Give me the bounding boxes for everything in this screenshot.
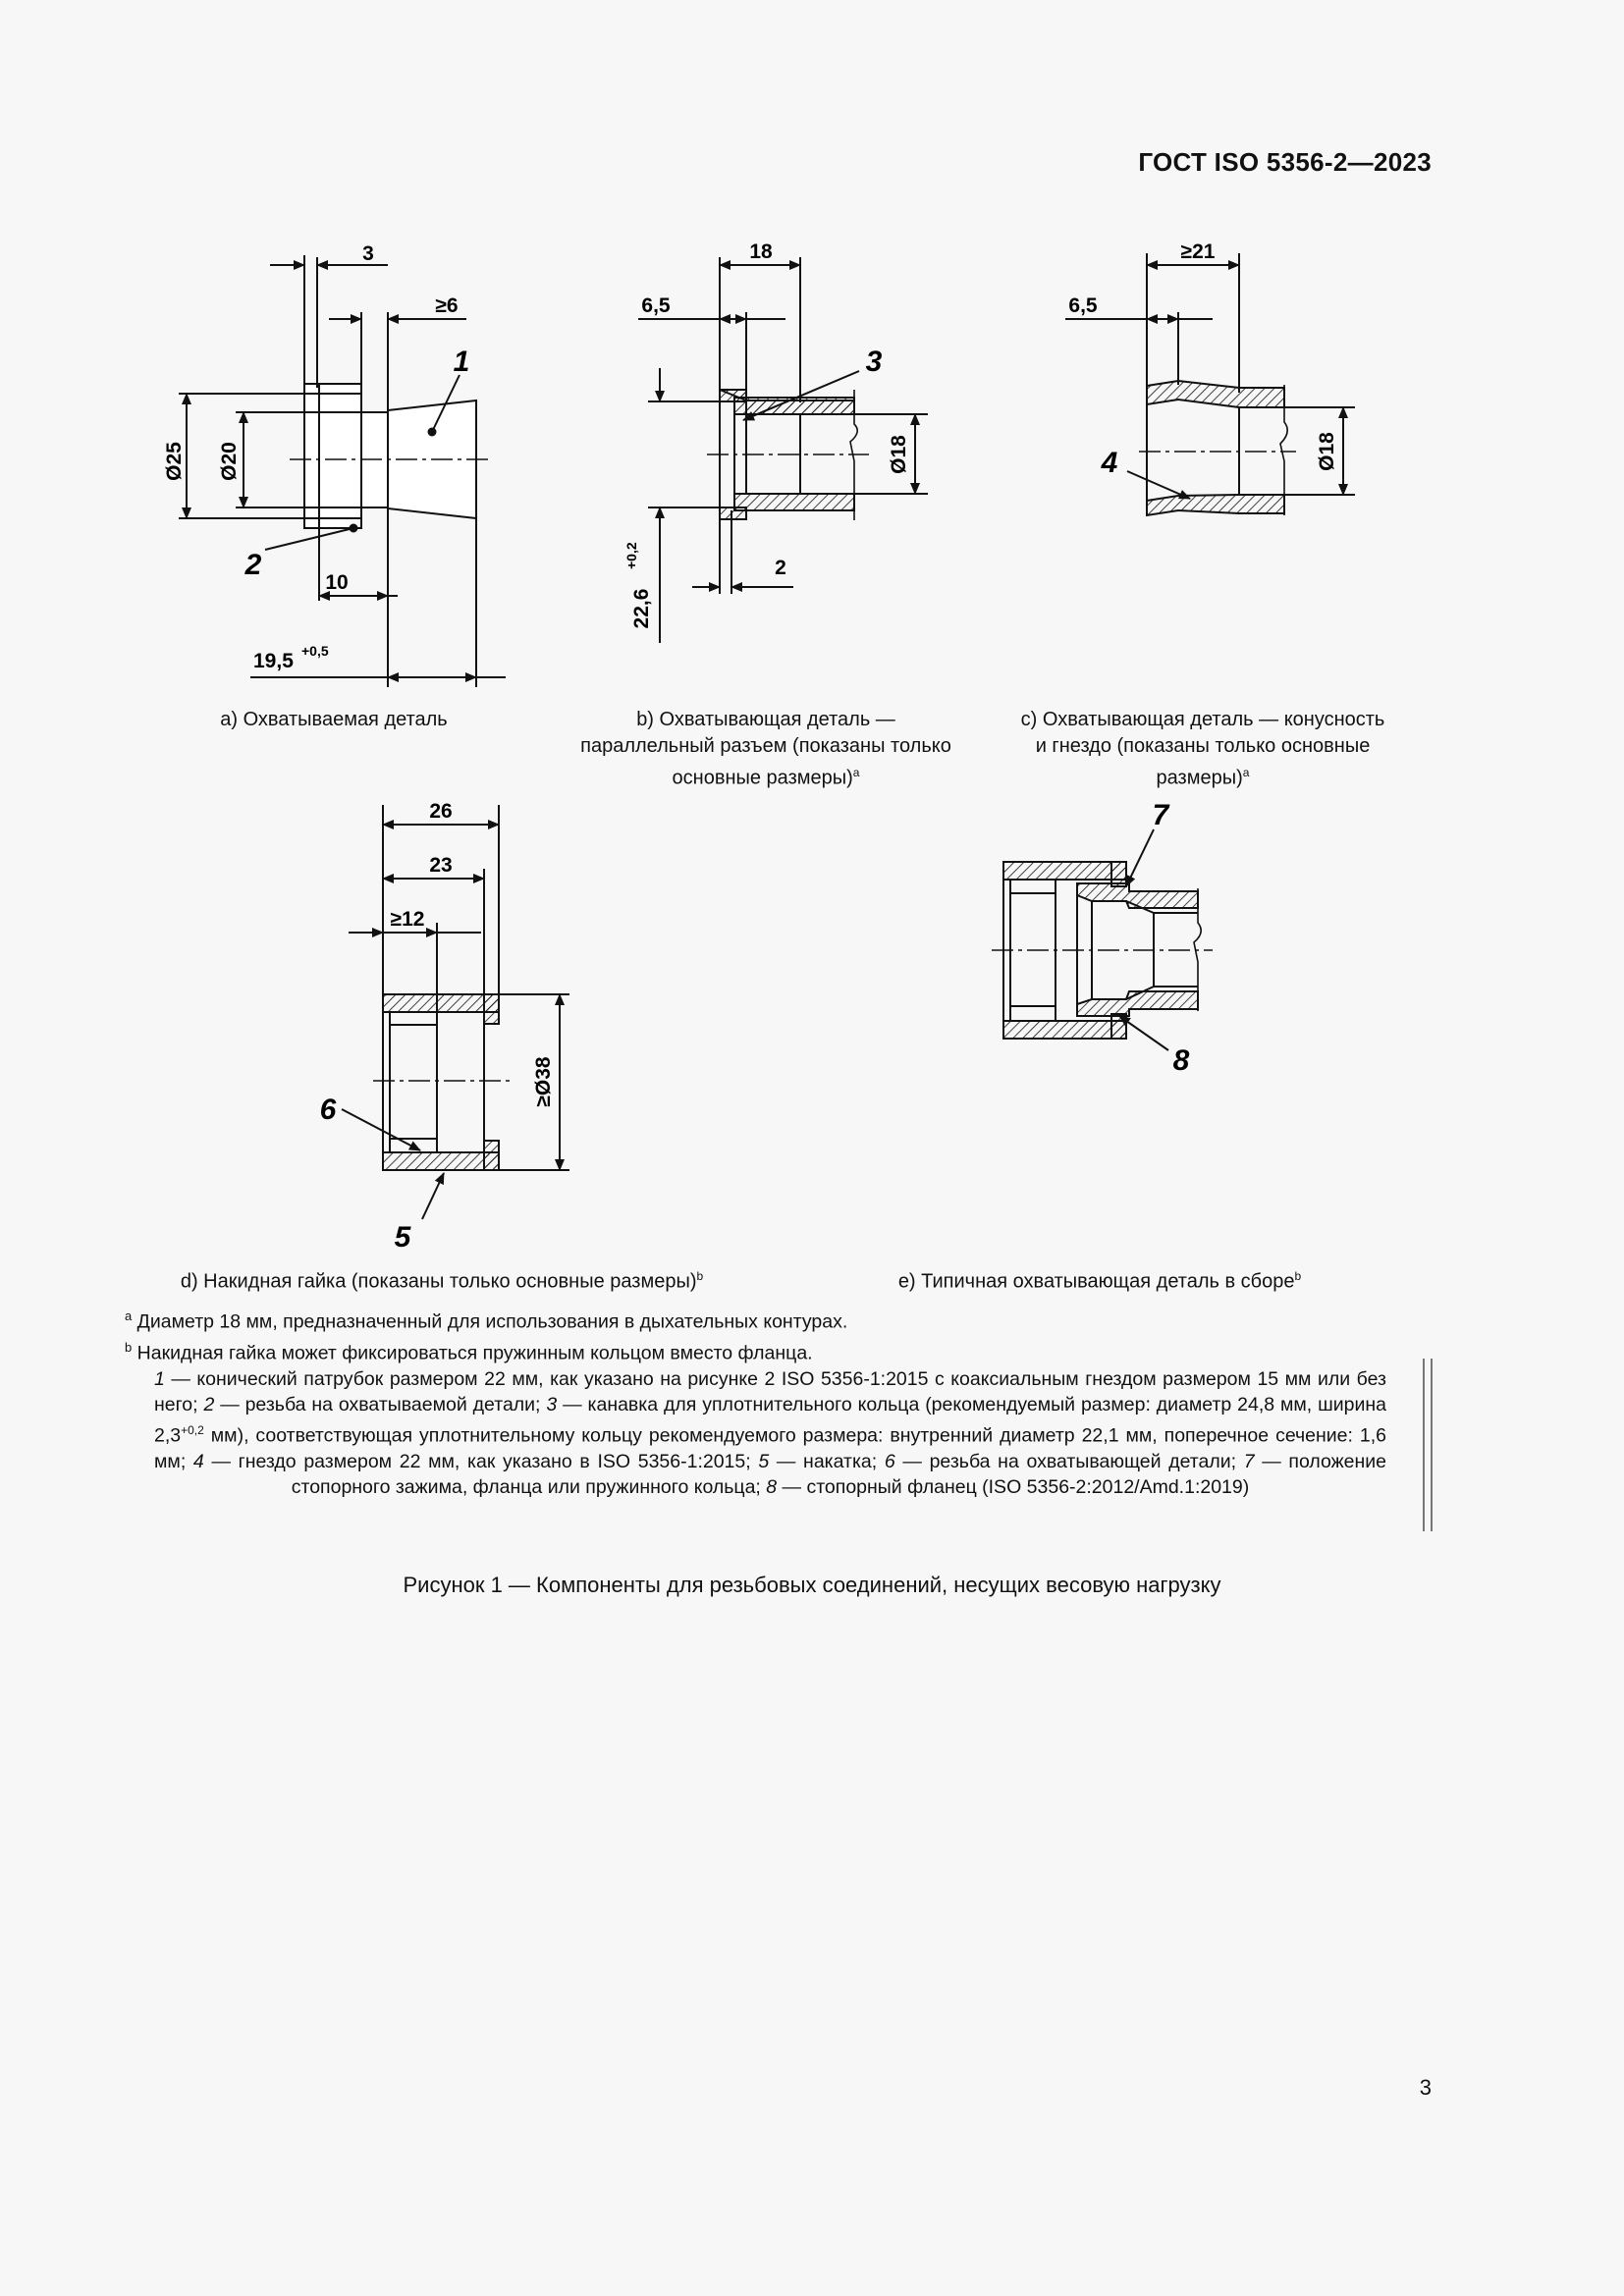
callout-3: 3 bbox=[865, 346, 883, 378]
caption-e: e) Типичная охватывающая деталь в сборе$^b$ bbox=[897, 1269, 1302, 1293]
page-number: 3 bbox=[1419, 2075, 1432, 2100]
dim-b-226: 22,6 bbox=[630, 588, 653, 629]
dim-b-2: 2 bbox=[775, 557, 786, 579]
caption-b: b) Охватывающая деталь — параллельный разъем (показаны только основные размеры)$^a$ bbox=[580, 709, 951, 789]
callout-1: 1 bbox=[453, 346, 470, 378]
caption-c: c) Охватывающая деталь — конусность и гнездо (показаны только основные размеры)$^a$ bbox=[1020, 709, 1385, 789]
document-header-id: ГОСТ ISO 5356-2—2023 bbox=[1138, 147, 1432, 177]
dim-c-d18: Ø18 bbox=[1316, 432, 1338, 471]
figure-title: Рисунок 1 — Компоненты для резьбовых соединений, несущих весовую нагрузку bbox=[403, 1573, 1221, 1597]
drawing-d-union-nut bbox=[342, 805, 569, 1219]
dim-c-ge21: ≥21 bbox=[1180, 240, 1216, 263]
dim-a-195-tol: +0,5 bbox=[301, 643, 329, 659]
dim-a-195: 19,5 bbox=[253, 650, 294, 672]
footnote-b: $^b$ Накидная гайка может фиксироваться пружинным кольцом вместо фланца. bbox=[125, 1339, 813, 1363]
dim-b-d18: Ø18 bbox=[888, 435, 910, 474]
dim-a-10: 10 bbox=[325, 571, 349, 594]
footnote-a: $^a$ Диаметр 18 мм, предназначенный для использования в дыхательных контурах. bbox=[125, 1308, 848, 1333]
dim-b-226-tol: +0,2 bbox=[623, 542, 639, 569]
footnotes bbox=[125, 1304, 1401, 1365]
dim-d-ge12: ≥12 bbox=[390, 908, 425, 931]
dim-b-65: 6,5 bbox=[641, 294, 671, 317]
callout-4: 4 bbox=[1101, 447, 1118, 479]
dim-d-23: 23 bbox=[429, 854, 453, 877]
figure-legend: 1 — конический патрубок размером 22 мм, как указано на рисунке 2 ISO 5356-1:2015 с коаксиальным гнездом размером 15 мм или без него; 2 — резьба на охватываемой детали; 3 — канавка для уплотнительного кольца (рекомендуемый размер: диаметр 24,8 мм, ширина $2,3^{+0,2}$ мм), соответствующая уплотнительному кольцу рекомендуемого размера: внутренний диаметр 22,1 мм, поперечное сечение: 1,6 мм; 4 — гнездо размером 22 мм, как указано в ISO 5356-1:2015; 5 — накатка; 6 — резьба на охватывающей детали; 7 — положение стопорного зажима, фланца или пружинного кольца; 8 — стопорный фланец (ISO 5356-2:2012/Amd.1:2019) bbox=[154, 1368, 1387, 1498]
caption-a: a) Охватываемая деталь bbox=[220, 709, 448, 730]
dim-a-3: 3 bbox=[362, 242, 374, 265]
callout-8: 8 bbox=[1172, 1044, 1190, 1077]
callout-6: 6 bbox=[319, 1094, 337, 1126]
drawing-e-assembly bbox=[992, 829, 1213, 1050]
callout-5: 5 bbox=[394, 1221, 411, 1254]
drawing-b-female-parallel bbox=[638, 257, 928, 643]
dim-a-ge6: ≥6 bbox=[435, 294, 459, 317]
dim-b-18: 18 bbox=[749, 240, 773, 263]
dim-d-26: 26 bbox=[429, 800, 453, 823]
dim-c-65: 6,5 bbox=[1068, 294, 1098, 317]
callout-2: 2 bbox=[244, 549, 262, 581]
callout-7: 7 bbox=[1152, 799, 1169, 831]
dim-d-ged38: ≥Ø38 bbox=[532, 1056, 555, 1107]
dim-a-d25: Ø25 bbox=[163, 442, 186, 481]
dim-a-d20: Ø20 bbox=[218, 442, 241, 481]
change-bar bbox=[1423, 1359, 1433, 1531]
caption-d: d) Накидная гайка (показаны только основные размеры)$^b$ bbox=[180, 1269, 704, 1293]
